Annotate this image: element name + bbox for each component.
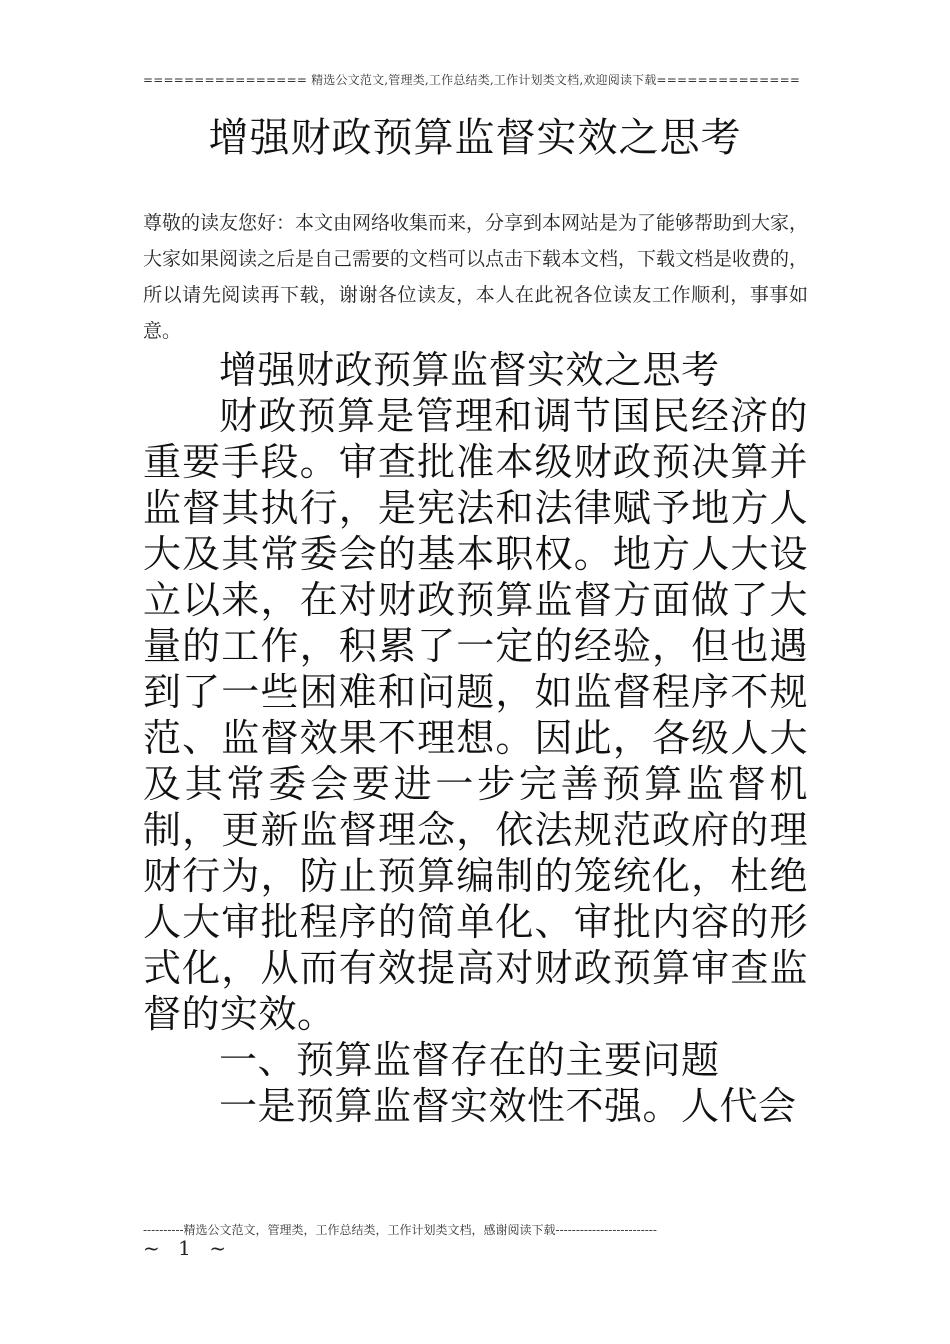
page-footer: ----------精选公文范文，管理类，工作总结类，工作计划类文档，感谢阅读下载-------------------------	[143, 1223, 657, 1237]
body-subtitle: 增强财政预算监督实效之思考	[219, 348, 720, 392]
page-number: ~ 1 ~	[143, 1236, 232, 1260]
reader-notice: 尊敬的读友您好：本文由网络收集而来，分享到本网站是为了能够帮助到大家，大家如果阅读之后是自己需要的文档可以点击下载本文档，下载文档是收费的，所以请先阅读再下载，谢谢各位读友，本人在此祝各位读友工作顺利，事事如意。	[143, 212, 809, 342]
document-title: 增强财政预算监督实效之思考	[208, 115, 742, 161]
page-header: ================ 精选公文范文,管理类,工作总结类,工作计划类文档,欢迎阅读下载==============	[143, 73, 801, 87]
section-heading: 一、预算监督存在的主要问题	[219, 1038, 720, 1082]
document-body	[143, 347, 808, 1129]
body-paragraph: 一是预算监督实效性不强。人代会	[219, 1084, 797, 1128]
body-paragraph: 财政预算是管理和调节国民经济的重要手段。审查批准本级财政预决算并监督其执行，是宪法和法律赋予地方人大及其常委会的基本职权。地方人大设立以来，在对财政预算监督方面做了大量的工作，积累了一定的经验，但也遇到了一些困难和问题，如监督程序不规范、监督效果不理想。因此，各级人大及其常委会要进一步完善预算监督机制，更新监督理念，依法规范政府的理财行为，防止预算编制的笼统化，杜绝人大审批程序的简单化、审批内容的形式化，从而有效提高对财政预算审查监督的实效。	[143, 394, 808, 1036]
